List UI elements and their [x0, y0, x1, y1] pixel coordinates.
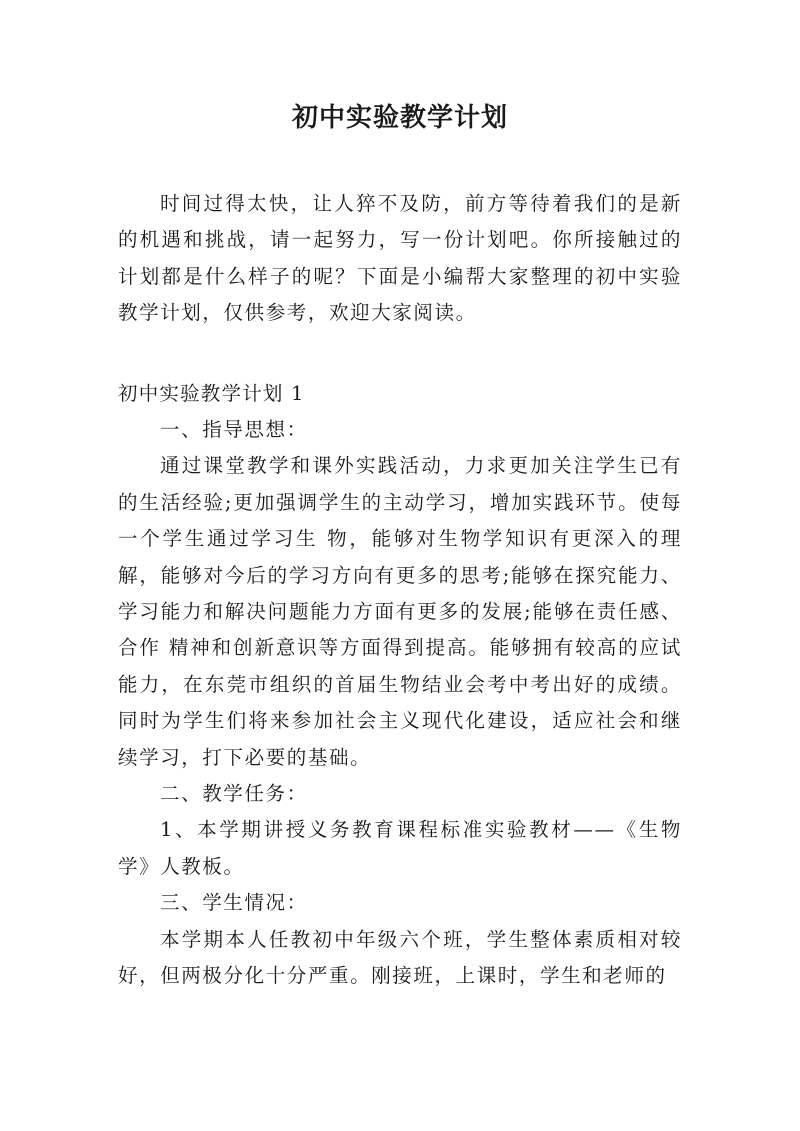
- paragraph-guiding-thought: 通过课堂教学和课外实践活动，力求更加关注学生已有的生活经验;更加强调学生的主动学习，增加实践环节。使每一个学生通过学习生 物，能够对生物学知识有更深入的理解，能够对今后的学习方向有更多的思考;能够在探究能力、学习能力和解决问题能力方面有更多的发展;能够在责任感、合作 精神和创新意识等方面得到提高。能够拥有较高的应试能力，在东莞市组织的首届生物结业会考中考出好的成绩。同时为学生们将来参加社会主义现代化建设，适应社会和继续学习，打下必要的基础。: [118, 454, 682, 769]
- section-body: [118, 412, 682, 995]
- section-title: 初中实验教学计划 1: [118, 382, 305, 405]
- document-title: 初中实验教学计划: [291, 103, 508, 133]
- paragraph-student-situation: 本学期本人任教初中年级六个班，学生整体素质相对较好，但两极分化十分严重。刚接班，上课时，学生和老师的: [118, 927, 682, 988]
- paragraph-teaching-task: 1、本学期讲授义务教育课程标准实验教材——《生物学》人教板。: [118, 818, 682, 878]
- heading-teaching-task: 二、教学任务：: [160, 782, 308, 806]
- heading-student-situation: 三、学生情况：: [160, 891, 308, 915]
- intro-paragraph: 时间过得太快，让人猝不及防，前方等待着我们的是新的机遇和挑战，请一起努力，写一份计划吧。你所接触过的计划都是什么样子的呢？下面是小编帮大家整理的初中实验教学计划，仅供参考，欢迎大家阅读。: [118, 192, 682, 325]
- intro-block: [118, 186, 682, 332]
- heading-guiding-thought: 一、指导思想：: [160, 418, 308, 441]
